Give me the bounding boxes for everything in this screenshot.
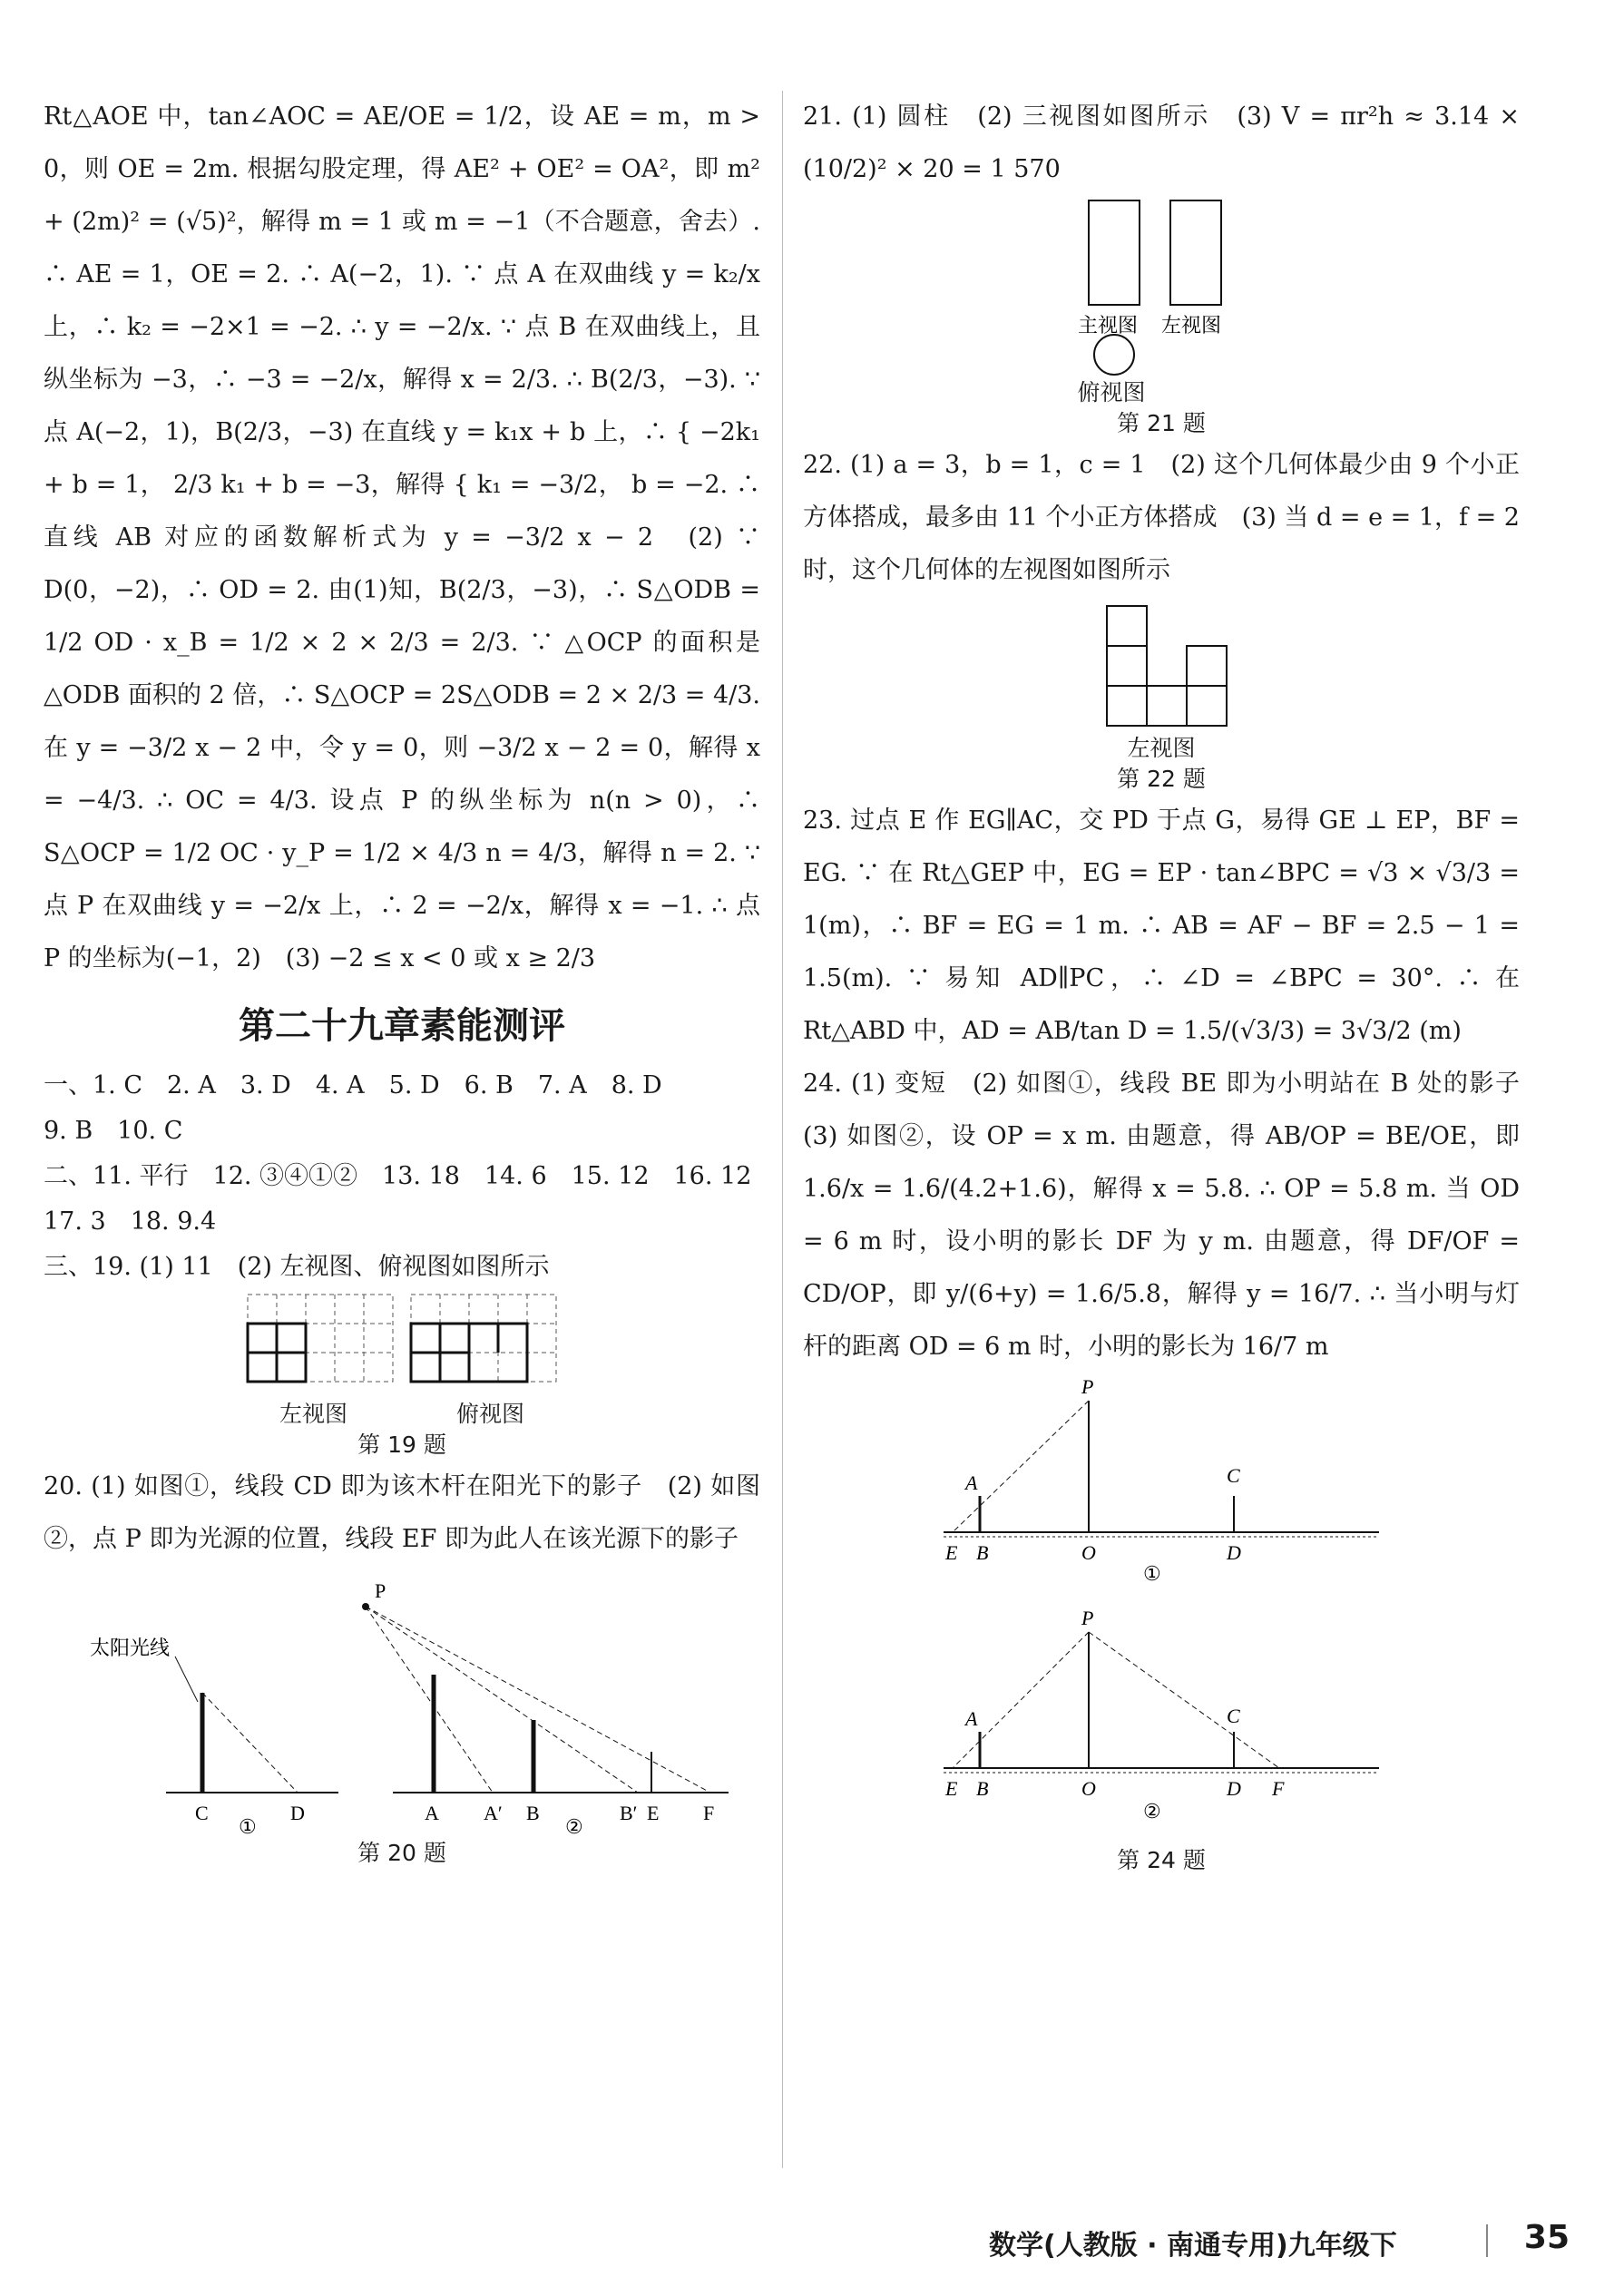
left-column (44, 91, 760, 1869)
fig20-label-f: F (703, 1802, 715, 1824)
q21-text: 21. (1) 圆柱 (2) 三视图如图所示 (3) V = πr²h ≈ 3.14 × (10/2)² × 20 = 1 570 (803, 103, 1520, 183)
fig20-label-d: D (290, 1802, 305, 1824)
fig20-label-a-prime: A′ (484, 1802, 503, 1824)
fig24a-label-d: D (1227, 1541, 1241, 1564)
fig20-label-c: C (195, 1802, 209, 1824)
answers-choice-2: 9. B 10. C (44, 1117, 183, 1145)
fig24-num-2: ② (1143, 1800, 1161, 1823)
fig21-left-view-label: 左视图 (1161, 315, 1222, 337)
right-column (803, 91, 1544, 1876)
q23-text: 23. 过点 E 作 EG∥AC，交 PD 于点 G，易得 GE ⊥ EP，BF = EG. ∵ 在 Rt△GEP 中，EG = EP · tan∠BPC = √3 × √3/3 = 1(m)，∴ BF = EG = 1 m. ∴ AB = AF − BF = 2.5 − 1 = 1.5(m). ∵ 易知 AD∥PC，∴ ∠D = ∠BPC = 30°. ∴ 在 Rt△ABD 中，AD = AB/tan D = 1.5/(√3/3) = 3√3/2 (m) (803, 806, 1520, 1045)
book-title: 数学(人教版 · 南通专用)九年级下 (989, 2230, 1397, 2262)
fig20-label-a: A (425, 1802, 439, 1824)
page-number: 35 (1523, 2219, 1570, 2256)
fig24b-label-c: C (1227, 1705, 1240, 1727)
fig20-num-2: ② (565, 1815, 583, 1838)
q22-text: 22. (1) a = 3，b = 1，c = 1 (2) 这个几何体最少由 9 个小正方体搭成，最多由 11 个小正方体搭成 (3) 当 d = e = 1，f = 2 时，这个几何体的左视图如图所示 (803, 451, 1520, 584)
fig20-label-e: E (647, 1802, 660, 1824)
figure-19-labels (44, 1399, 760, 1430)
fig24b-label-o: O (1081, 1777, 1096, 1800)
fig24b-label-e: E (945, 1777, 958, 1800)
figure-19 (239, 1290, 565, 1399)
fig19-top-view-label: 俯视图 (456, 1401, 525, 1427)
fig24b-label-p: P (1081, 1607, 1094, 1629)
fig22-caption: 第 22 题 (1117, 766, 1206, 792)
fig20-sunlight-label: 太阳光线 (90, 1637, 171, 1660)
fig19-left-view-label: 左视图 (279, 1401, 347, 1427)
fig24a-label-o: O (1081, 1541, 1096, 1564)
answers-fill-1: 二、11. 平行 12. ③④①② 13. 18 14. 6 15. 12 16. 12 (44, 1162, 752, 1190)
fig21-main-view-label: 主视图 (1078, 315, 1139, 337)
fig24a-label-p: P (1081, 1375, 1094, 1398)
q18-solution-text: Rt△AOE 中，tan∠AOC = AE/OE = 1/2，设 AE = m，m > 0，则 OE = 2m. 根据勾股定理，得 AE² + OE² = OA²，即 m² + (2m)² = (√5)²，解得 m = 1 或 m = −1（不合题意，舍去）. ∴ AE = 1，OE = 2. ∴ A(−2，1). ∵ 点 A 在双曲线 y = k₂/x 上，∴ k₂ = −2×1 = −2. ∴ y = −2/x. ∵ 点 B 在双曲线上，且纵坐标为 −3，∴ −3 = −2/x，解得 x = 2/3. ∴ B(2/3，−3). ∵ 点 A(−2，1)，B(2/3，−3) 在直线 y = k₁x + b 上，∴ { −2k₁ + b = 1， 2/3 k₁ + b = −3，解得 { k₁ = −3/2， b = −2. ∴ 直线 AB 对应的函数解析式为 y = −3/2 x − 2 (2) ∵ D(0，−2)，∴ OD = 2. 由(1)知，B(2/3，−3)，∴ S△ODB = 1/2 OD · x_B = 1/2 × 2 × 2/3 = 2/3. ∵ △OCP 的面积是 △ODB 面积的 2 倍，∴ S△OCP = 2S△ODB = 2 × 2/3 = 4/3. 在 y = −3/2 x − 2 中，令 y = 0，则 −3/2 x − 2 = 0，解得 x = −4/3. ∴ OC = 4/3. 设点 P 的纵坐标为 n(n > 0)，∴ S△OCP = 1/2 OC · y_P = 1/2 × 4/3 n = 4/3，解得 n = 2. ∵ 点 P 在双曲线 y = −2/x 上，∴ 2 = −2/x，解得 x = −1. ∴ 点 P 的坐标为(−1，2) (3) −2 ≤ x < 0 或 x ≥ 2/3 (44, 103, 761, 972)
fig19-caption: 第 19 题 (357, 1432, 446, 1458)
fig20-label-p: P (375, 1579, 386, 1602)
figure-22 (1089, 597, 1234, 733)
figure-24 (925, 1373, 1397, 1845)
fig24a-label-a: A (965, 1471, 978, 1494)
fig22-left-view-label: 左视图 (1127, 735, 1196, 761)
fig24a-label-c: C (1227, 1464, 1240, 1487)
fig20-caption: 第 20 题 (357, 1840, 446, 1866)
fig24-num-1: ① (1143, 1562, 1161, 1585)
fig21-caption: 第 21 题 (1117, 410, 1206, 436)
fig21-top-view-label: 俯视图 (1077, 379, 1146, 406)
fig24b-label-f: F (1272, 1777, 1285, 1800)
section-title: 第二十九章素能测评 (239, 1005, 565, 1047)
q19-text: 三、19. (1) 11 (2) 左视图、俯视图如图所示 (44, 1253, 550, 1281)
fig24b-label-d: D (1227, 1777, 1241, 1800)
fig24a-label-e: E (945, 1541, 958, 1564)
q24-text: 24. (1) 变短 (2) 如图①，线段 BE 即为小明站在 B 处的影子 (3) 如图②，设 OP = x m. 由题意，得 AB/OP = BE/OE，即 1.6/x = 1.6/(4.2+1.6)，解得 x = 5.8. ∴ OP = 5.8 m. 当 OD = 6 m 时，设小明的影长 DF 为 y m. 由题意，得 DF/OF = CD/OP，即 y/(6+y) = 1.6/5.8，解得 y = 16/7. ∴ 当小明与灯杆的距离 OD = 6 m 时，小明的影长为 16/7 m (803, 1070, 1544, 1361)
fig20-label-b-prime: B′ (620, 1802, 638, 1824)
fig24-caption: 第 24 题 (1117, 1847, 1206, 1873)
figure-20 (57, 1566, 747, 1838)
q20-text: 20. (1) 如图①，线段 CD 即为该木杆在阳光下的影子 (2) 如图②，点 P 即为光源的位置，线段 EF 即为此人在该光源下的影子 (44, 1472, 760, 1553)
fig24b-label-b: B (976, 1777, 989, 1800)
figure-21 (1071, 196, 1252, 377)
page-footer (989, 2219, 1588, 2262)
fig20-label-b: B (526, 1802, 540, 1824)
fig24a-label-b: B (976, 1541, 989, 1564)
answers-choice-1: 一、1. C 2. A 3. D 4. A 5. D 6. B 7. A 8. D (44, 1071, 662, 1099)
answers-fill-2: 17. 3 18. 9.4 (44, 1207, 217, 1236)
fig24b-label-a: A (965, 1707, 978, 1730)
footer-separator (1486, 2224, 1488, 2257)
fig20-num-1: ① (239, 1815, 257, 1838)
